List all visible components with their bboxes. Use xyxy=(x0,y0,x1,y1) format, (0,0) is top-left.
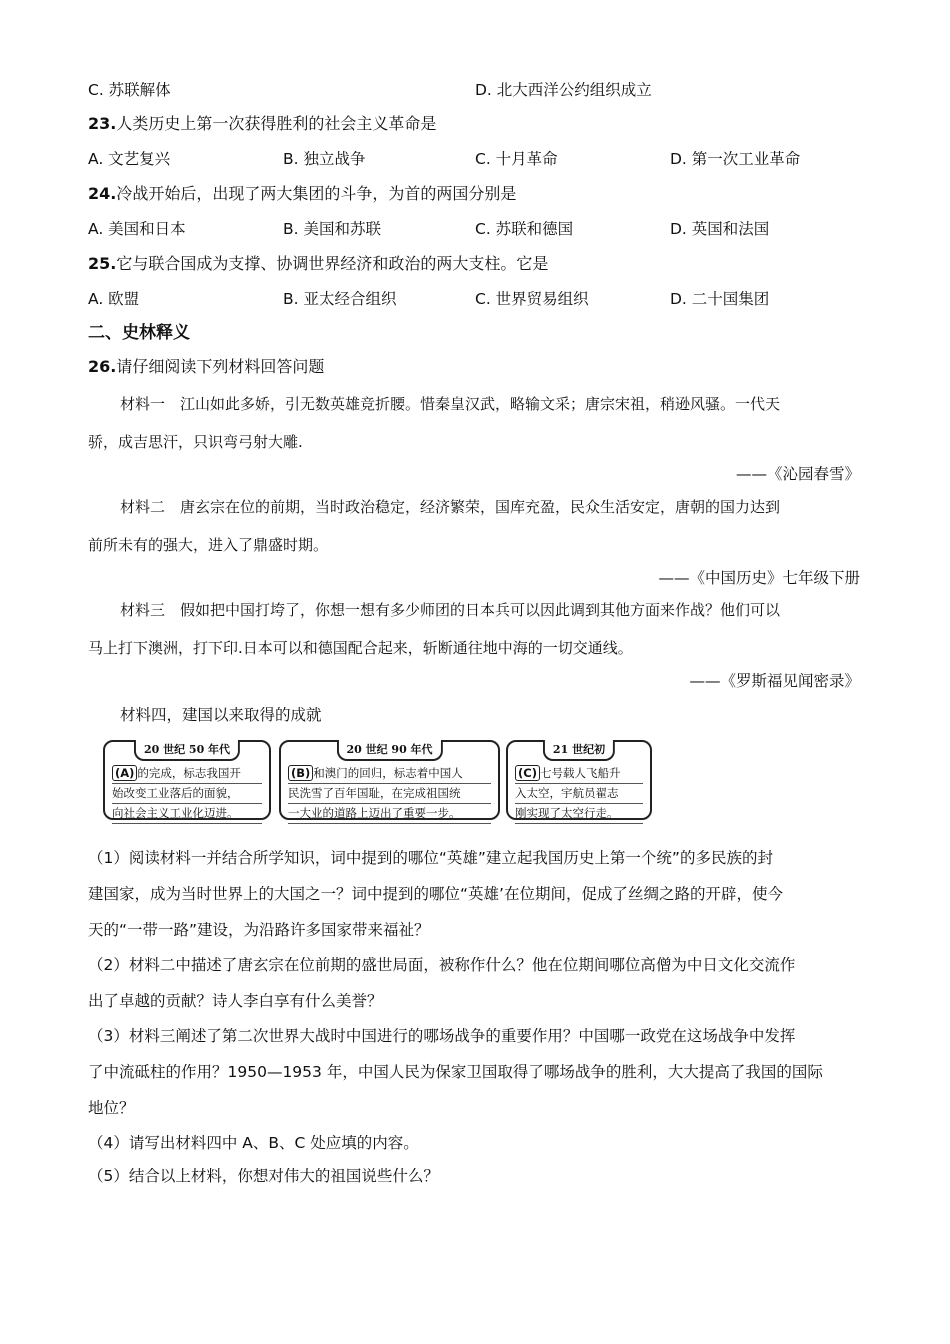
material2-line1: 材料二 唐玄宗在位的前期，当时政治稳定，经济繁荣，国库充盈，民众生活安定，唐朝的国力达到 xyxy=(120,498,781,516)
q25-option-a: A. 欧盟 xyxy=(88,290,140,308)
blank-b-tag: (B) xyxy=(288,765,313,781)
material3-line1: 材料三 假如把中国打垮了，你想一想有多少师团的日本兵可以因此调到其他方面来作战？他们可以 xyxy=(120,601,781,619)
box-row xyxy=(515,764,643,784)
box-row: 一大业的道路上迈出了重要一步。 xyxy=(288,804,491,824)
subq1-line1: （1）阅读材料一并结合所学知识，词中提到的哪位“英雄”建立起我国历史上第一个统”的多民族的封 xyxy=(88,849,773,867)
box-text xyxy=(288,764,491,824)
q24-option-c: C. 苏联和德国 xyxy=(475,220,574,238)
material1-line2: 骄，成吉思汗，只识弯弓射大雕. xyxy=(88,433,303,451)
q24-text: 冷战开始后，出现了两大集团的斗争，为首的两国分别是 xyxy=(116,184,517,203)
box-header: 20 世纪 90 年代 xyxy=(336,740,442,761)
q23-option-b: B. 独立战争 xyxy=(283,150,366,168)
box-row-text: 的完成，标志我国开 xyxy=(137,766,241,780)
q24-number: 24. xyxy=(88,184,117,203)
subq1-line2: 建国家，成为当时世界上的大国之一？词中提到的哪位“英雄’在位期间，促成了丝绸之路的开辟，使今 xyxy=(88,885,783,903)
subq1-line3: 天的“一带一路”建设，为沿路许多国家带来福祉？ xyxy=(88,921,430,939)
q26-stem xyxy=(88,357,862,377)
q23-option-a: A. 文艺复兴 xyxy=(88,150,171,168)
q23-option-d: D. 第一次工业革命 xyxy=(670,150,801,168)
achievement-box-1950s xyxy=(103,740,271,820)
material4-title: 材料四，建国以来取得的成就 xyxy=(120,706,322,724)
material3-line2: 马上打下澳洲，打下印.日本可以和德国配合起来，斩断通往地中海的一切交通线。 xyxy=(88,639,633,657)
material2-source: ——《中国历史》七年级下册 xyxy=(658,569,860,587)
box-row: 民洗雪了百年国耻，在完成祖国统 xyxy=(288,784,491,804)
subq2-line2: 出了卓越的贡献？诗人李白享有什么美誉？ xyxy=(88,992,383,1010)
box-row: 始改变工业落后的面貌， xyxy=(112,784,262,804)
q25-option-d: D. 二十国集团 xyxy=(670,290,770,308)
box-text xyxy=(112,764,262,824)
box-row-text: 七号载人飞船升 xyxy=(539,766,621,780)
material1-line1: 材料一 江山如此多娇，引无数英雄竞折腰。惜秦皇汉武，略输文采；唐宗宋祖，稍逊风骚。一代天 xyxy=(120,395,781,413)
subq2-line1: （2）材料二中描述了唐玄宗在位前期的盛世局面，被称作什么？他在位期间哪位高僧为中日文化交流作 xyxy=(88,956,796,974)
subq5: （5）结合以上材料，你想对伟大的祖国说些什么？ xyxy=(88,1167,439,1185)
q22-option-d: D. 北大西洋公约组织成立 xyxy=(475,81,652,99)
box-header: 21 世纪初 xyxy=(543,740,615,761)
box-text xyxy=(515,764,643,824)
q25-number: 25. xyxy=(88,254,117,273)
achievement-box-21st-century xyxy=(506,740,652,820)
box-row-text: 和澳门的回归，标志着中国人 xyxy=(313,766,463,780)
material1-source: ——《沁园春雪》 xyxy=(735,465,860,483)
q24-option-a: A. 美国和日本 xyxy=(88,220,186,238)
subq3-line2: 了中流砥柱的作用？1950—1953 年，中国人民为保家卫国取得了哪场战争的胜利，大大提高了我国的国际 xyxy=(88,1063,823,1081)
material2-line2: 前所未有的强大，进入了鼎盛时期。 xyxy=(88,536,329,554)
q25-option-c: C. 世界贸易组织 xyxy=(475,290,589,308)
subq3-line1: （3）材料三阐述了第二次世界大战时中国进行的哪场战争的重要作用？中国哪一政党在这场战争中发挥 xyxy=(88,1027,796,1045)
subq3-line3: 地位？ xyxy=(88,1099,135,1117)
subq4: （4）请写出材料四中 A、B、C 处应填的内容。 xyxy=(88,1134,419,1152)
q25-stem xyxy=(88,254,862,274)
achievement-box-1990s xyxy=(279,740,500,820)
blank-a-tag: (A) xyxy=(112,765,137,781)
q23-number: 23. xyxy=(88,114,117,133)
q23-stem xyxy=(88,114,862,134)
q22-option-c: C. 苏联解体 xyxy=(88,81,171,99)
box-row xyxy=(288,764,491,784)
box-row: 入太空，宇航员翟志 xyxy=(515,784,643,804)
material3-source: ——《罗斯福见闻密录》 xyxy=(689,672,860,690)
box-row: 刚实现了太空行走。 xyxy=(515,804,643,824)
box-row xyxy=(112,764,262,784)
box-header: 20 世纪 50 年代 xyxy=(134,740,240,761)
q24-option-d: D. 英国和法国 xyxy=(670,220,770,238)
q24-stem xyxy=(88,184,862,204)
q23-text: 人类历史上第一次获得胜利的社会主义革命是 xyxy=(116,114,437,133)
section-heading: 二、史林释义 xyxy=(88,323,190,343)
q24-option-b: B. 美国和苏联 xyxy=(283,220,381,238)
box-row: 向社会主义工业化迈进。 xyxy=(112,804,262,824)
blank-c-tag: (C) xyxy=(515,765,540,781)
q26-number: 26. xyxy=(88,357,117,376)
q23-option-c: C. 十月革命 xyxy=(475,150,558,168)
q25-option-b: B. 亚太经合组织 xyxy=(283,290,397,308)
q25-text: 它与联合国成为支撑、协调世界经济和政治的两大支柱。它是 xyxy=(116,254,549,273)
q26-text: 请仔细阅读下列材料回答问题 xyxy=(116,357,325,376)
